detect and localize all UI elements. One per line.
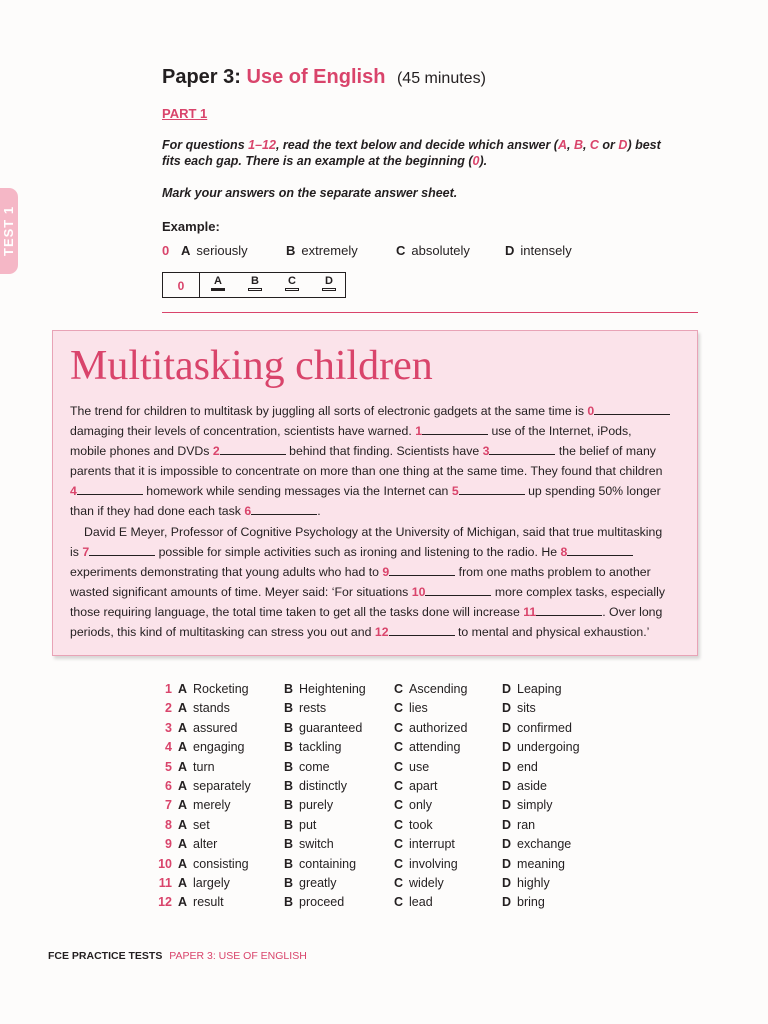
side-tab: [0, 188, 18, 274]
option-b: B containing: [284, 856, 357, 871]
option-d: D Leaping: [502, 682, 562, 696]
example-option-c: C absolutely: [396, 243, 470, 258]
footer: [48, 950, 307, 962]
option-b: B come: [284, 759, 330, 774]
paper-title: Use of English: [246, 66, 386, 88]
question-number: 12: [158, 895, 172, 910]
question-number: 5: [165, 759, 172, 774]
option-d: D simply: [502, 798, 553, 813]
option-c: C interrupt: [394, 837, 455, 852]
option-b: B purely: [284, 798, 334, 813]
option-a: A assured: [178, 720, 238, 735]
question-number: 3: [165, 720, 172, 735]
option-b: B tackling: [284, 740, 342, 755]
option-a: A consisting: [178, 856, 249, 871]
question-number: 10: [158, 856, 172, 871]
footer-series: FCE PRACTICE TESTS: [48, 950, 163, 962]
option-d: D sits: [502, 701, 536, 716]
option-b: B guaranteed: [284, 720, 363, 735]
question-number: 6: [165, 778, 172, 793]
option-a: A largely: [178, 875, 230, 890]
answer-box-option-b: B: [244, 275, 266, 291]
side-tab-label: TEST 1: [1, 205, 16, 257]
question-number: 2: [165, 701, 172, 716]
divider: [162, 312, 698, 313]
option-c: C use: [394, 759, 430, 774]
option-d: D undergoing: [502, 740, 580, 755]
paper-time: (45 minutes): [396, 70, 486, 87]
option-a: A stands: [178, 701, 230, 716]
article-paragraph-2: David E Meyer, Professor of Cognitive Psychology at the University of Michigan, said that true multitasking is 7 possible for simple activities such as ironing and listening to the radio. He 8 experiments demonstrating that young adults who had to 9 from one maths problem to another wasted significant amounts of time. Meyer said: ‘For situations 10 more complex tasks, especially those requiring language, the total time taken to get all the tasks done will increase 11 . Over long periods, this kind of multitasking can stress you out and 12 to mental and physical exhaustion.’: [70, 525, 666, 639]
option-d: D meaning: [502, 856, 565, 871]
option-c: C apart: [394, 778, 438, 793]
option-a: A result: [178, 895, 224, 910]
option-c: C widely: [394, 875, 444, 890]
answer-box-option-d: D: [318, 275, 340, 291]
option-c: C only: [394, 798, 432, 813]
option-a: A merely: [178, 798, 231, 813]
option-a: A engaging: [178, 740, 245, 755]
example-option-b: B extremely: [286, 243, 358, 258]
option-a: A set: [178, 817, 210, 832]
question-number: 1: [165, 682, 172, 696]
example-answer-box: [162, 272, 346, 298]
paper-number: Paper 3:: [162, 66, 241, 88]
option-d: D bring: [502, 895, 545, 910]
option-b: B rests: [284, 701, 327, 716]
option-b: B distinctly: [284, 778, 347, 793]
option-a: A Rocketing: [178, 682, 249, 696]
option-c: C attending: [394, 740, 461, 755]
instructions-answer-sheet: Mark your answers on the separate answer sheet.: [162, 186, 458, 200]
question-number: 7: [165, 798, 172, 813]
option-b: B switch: [284, 837, 334, 852]
option-a: A alter: [178, 837, 218, 852]
option-b: B greatly: [284, 875, 337, 890]
option-d: D confirmed: [502, 720, 572, 735]
question-number: 8: [165, 817, 172, 832]
option-d: D aside: [502, 778, 547, 793]
option-a: A turn: [178, 759, 215, 774]
option-c: C lead: [394, 895, 433, 910]
option-d: D highly: [502, 875, 550, 890]
option-b: B put: [284, 817, 317, 832]
answer-box-option-a: A: [207, 275, 229, 291]
article-paragraph-1: The trend for children to multitask by juggling all sorts of electronic gadgets at the same time is 0 damaging their levels of concentration, scientists have warned. 1 use of the Internet, iPods, mobile phones and DVDs 2 behind that finding. Scientists have 3 the belief of many parents that it is impossible to concentrate on more than one thing at the same time. They found that children 4 homework while sending messages via the Internet can 5 up spending 50% longer than if they had done each task 6 .: [70, 401, 675, 521]
part-label: PART 1: [162, 106, 208, 121]
option-b: B Heightening: [284, 682, 366, 696]
article-title: Multitasking children: [70, 343, 433, 389]
page-title: [162, 66, 486, 89]
option-c: C took: [394, 817, 433, 832]
question-number: 9: [165, 837, 172, 852]
answer-box-option-c: C: [281, 275, 303, 291]
answer-box-number: 0: [163, 273, 200, 297]
option-c: C authorized: [394, 720, 468, 735]
option-b: B proceed: [284, 895, 345, 910]
example-label: Example:: [162, 219, 220, 234]
option-d: D exchange: [502, 837, 572, 852]
option-c: C involving: [394, 856, 458, 871]
option-c: C Ascending: [394, 682, 468, 696]
example-option-a: A seriously: [181, 243, 248, 258]
example-option-d: D intensely: [505, 243, 572, 258]
question-number: 11: [158, 875, 172, 890]
example-number: 0: [162, 243, 170, 258]
option-c: C lies: [394, 701, 428, 716]
option-a: A separately: [178, 778, 251, 793]
option-d: D ran: [502, 817, 536, 832]
instructions: For questions 1–12, read the text below and decide which answer (A, B, C or D) best fits each gap. There is an example at the beginning (0).: [162, 138, 661, 168]
option-d: D end: [502, 759, 538, 774]
footer-section: PAPER 3: USE OF ENGLISH: [169, 950, 307, 962]
question-number: 4: [165, 740, 172, 755]
